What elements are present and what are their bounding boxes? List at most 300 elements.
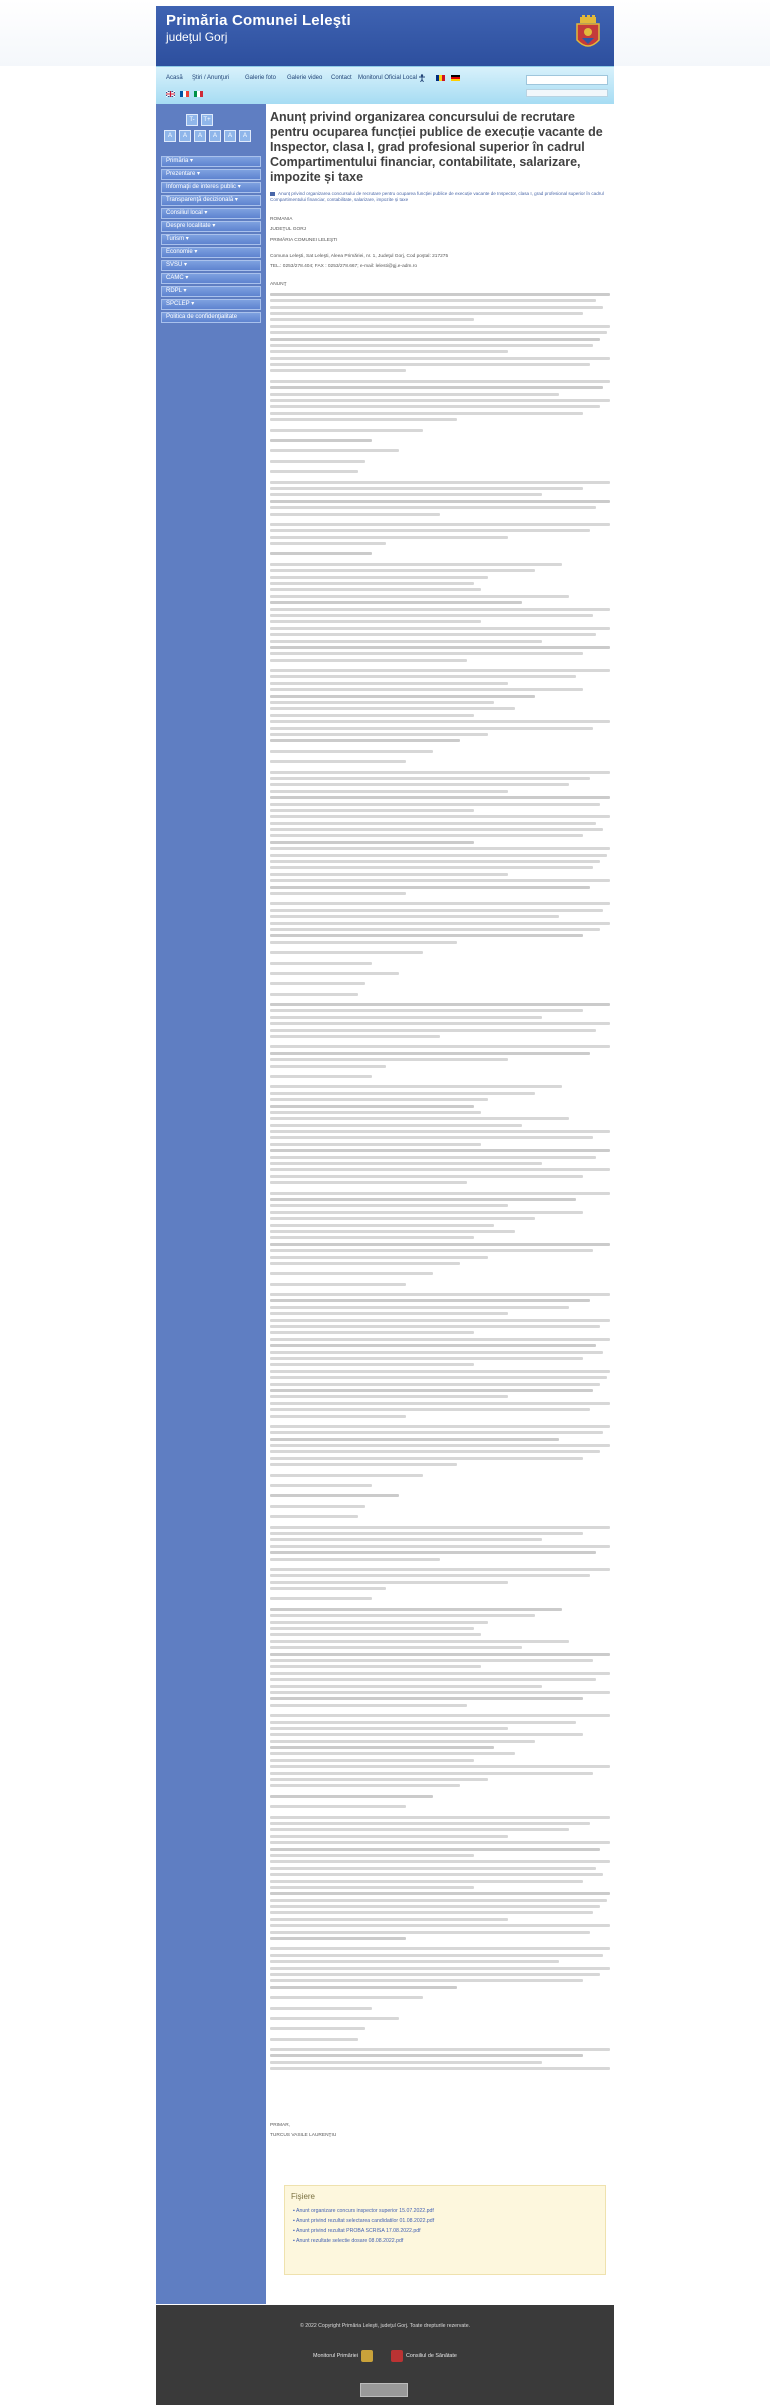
text-line (270, 1659, 593, 1662)
institution-address: Comuna Leleşti, Sat Leleşti, Aleea Primăriei, nr. 1, Judeţul Gorj, Cod poştal: 217275 (270, 253, 449, 259)
sidebar-item-despre[interactable]: Despre localitate ▾ (161, 221, 261, 232)
text-line (270, 803, 600, 806)
text-line (270, 1835, 508, 1838)
text-line (270, 344, 593, 347)
sidebar-item-turism[interactable]: Turism ▾ (161, 234, 261, 245)
nav-official-monitor[interactable]: Monitorul Oficial Local (358, 75, 418, 81)
flag-germany-icon[interactable] (451, 75, 460, 81)
text-line (270, 739, 460, 742)
text-line (270, 847, 610, 850)
contrast-button-2[interactable]: A (179, 130, 191, 142)
text-line (270, 418, 457, 421)
text-line (270, 1211, 583, 1214)
text-line (270, 1425, 610, 1428)
text-line (270, 1363, 474, 1366)
text-line (270, 879, 610, 882)
text-line (270, 1924, 610, 1927)
text-line (270, 293, 610, 296)
text-line (270, 576, 488, 579)
text-line (270, 1457, 583, 1460)
text-line (270, 892, 406, 895)
contrast-button-6[interactable]: A (239, 130, 251, 142)
text-line (270, 1299, 590, 1302)
text-line (270, 1065, 386, 1068)
text-line (270, 1918, 508, 1921)
signature-title: PRIMAR, (270, 2122, 290, 2128)
text-line (270, 1204, 508, 1207)
institution-contact: TEL.: 0253/278.404; FAX : 0253/278.667; e-mail: lelesti@gj.e-adm.ro (270, 264, 417, 270)
text-line (270, 993, 358, 996)
text-line (270, 1198, 576, 1201)
text-line (270, 727, 593, 730)
text-line (270, 828, 603, 831)
text-line (270, 2054, 583, 2057)
text-line (270, 854, 607, 857)
text-line (270, 1319, 610, 1322)
text-line (270, 941, 457, 944)
paragraph-gap (270, 1522, 610, 1526)
attachment-link[interactable] (293, 2238, 403, 2244)
main-nav (156, 66, 614, 104)
text-line (270, 1168, 610, 1171)
text-line (270, 1568, 610, 1571)
text-line (270, 412, 583, 415)
text-line (270, 350, 508, 353)
main-content (270, 104, 610, 2143)
coat-of-arms-icon (574, 14, 602, 54)
announcement-label: ANUNŢ (270, 282, 287, 288)
text-line (270, 982, 365, 985)
text-line (270, 1765, 610, 1768)
text-line (270, 1312, 508, 1315)
text-line (270, 357, 610, 360)
text-line (270, 325, 610, 328)
text-line (270, 318, 474, 321)
text-line (270, 506, 596, 509)
text-line (270, 1633, 481, 1636)
text-line (270, 312, 583, 315)
text-line (270, 783, 569, 786)
text-line (270, 1608, 562, 1611)
text-line (270, 659, 467, 662)
text-line (270, 1587, 386, 1590)
text-line (270, 860, 600, 863)
text-line (270, 1325, 600, 1328)
text-line (270, 701, 494, 704)
text-line (270, 1351, 603, 1354)
text-line (270, 1740, 535, 1743)
attachment-link-text[interactable]: Anunt privind rezultat PROBA SCRISA 17.08.2022.pdf (296, 2228, 421, 2234)
text-line (270, 2007, 372, 2010)
text-line (270, 1283, 406, 1286)
text-line (270, 790, 508, 793)
copyright: © 2022 Copyright Primăria Leleşti, judeţul Gorj. Toate drepturile rezervate. (299, 2323, 471, 2329)
text-line (270, 1784, 460, 1787)
text-line (270, 1931, 590, 1934)
sidebar-item-transparenta[interactable]: Transparenţă decizională ▾ (161, 195, 261, 206)
text-line (270, 1714, 610, 1717)
paragraph-gap (270, 477, 610, 481)
text-line (270, 1408, 590, 1411)
attachment-link[interactable] (293, 2218, 434, 2224)
text-line (270, 1383, 600, 1386)
footer-logo-monitor[interactable] (313, 2350, 373, 2362)
text-line (270, 470, 358, 473)
text-line (270, 1892, 610, 1895)
text-line (270, 915, 559, 918)
nav-contact[interactable]: Contact (331, 75, 352, 81)
text-line (270, 363, 590, 366)
text-line (270, 1272, 433, 1275)
text-line (270, 1143, 481, 1146)
attachments-panel (284, 2185, 606, 2275)
nav-photo-gallery[interactable]: Galerie foto (245, 75, 277, 81)
text-line (270, 601, 522, 604)
text-line (270, 902, 610, 905)
text-line (270, 1256, 488, 1259)
text-line (270, 1438, 559, 1441)
text-line (270, 1085, 562, 1088)
text-line (270, 1581, 508, 1584)
text-line (270, 1075, 372, 1078)
text-line (270, 1911, 593, 1914)
text-line (270, 934, 583, 937)
header-line-county: JUDEŢUL GORJ (270, 227, 307, 233)
text-line (270, 1574, 590, 1577)
text-line (270, 1816, 610, 1819)
text-line (270, 614, 593, 617)
text-line (270, 669, 610, 672)
article-body (270, 293, 610, 2093)
text-line (270, 1558, 440, 1561)
paragraph-gap (270, 958, 610, 962)
sidebar-menu (161, 156, 261, 325)
text-line (270, 720, 610, 723)
text-line (270, 1860, 610, 1863)
sidebar-item-camc[interactable]: CAMC ▾ (161, 273, 261, 284)
text-line (270, 1640, 569, 1643)
text-line (270, 841, 474, 844)
footer-logo-monitor-text: Monitorul Primăriei (313, 2353, 358, 2359)
text-line (270, 1822, 590, 1825)
text-line (270, 1947, 610, 1950)
header-line-institution: PRIMĂRIA COMUNEI LELEŞTI (270, 237, 338, 243)
sidebar (156, 104, 266, 2304)
text-line (270, 1867, 596, 1870)
text-line (270, 1293, 610, 1296)
text-line (270, 1795, 433, 1798)
text-line (270, 1484, 372, 1487)
text-line (270, 1979, 583, 1982)
breadcrumb (270, 191, 610, 203)
text-line (270, 1646, 522, 1649)
search-input[interactable] (526, 75, 608, 85)
text-line (270, 563, 562, 566)
text-line (270, 733, 488, 736)
text-line (270, 460, 365, 463)
text-line (270, 1880, 583, 1883)
health-logo-icon (391, 2350, 403, 2362)
text-line (270, 1058, 508, 1061)
text-line (270, 1029, 596, 1032)
flag-uk-icon[interactable] (166, 91, 175, 97)
document-header (270, 217, 610, 289)
text-line (270, 1805, 406, 1808)
text-line (270, 2027, 365, 2030)
text-line (270, 1105, 474, 1108)
flag-france-icon[interactable] (180, 91, 189, 97)
nav-home[interactable]: Acasă (166, 75, 183, 81)
text-line (270, 688, 583, 691)
text-line (270, 1463, 457, 1466)
text-line (270, 1306, 569, 1309)
breadcrumb-current: Anunț privind organizarea concursului de recrutare pentru ocuparea funcției publice de execuție vacante de Inspector, clasa I, grad profesional superior în cadrul Compartimentului financiar, contabilitate, salarizare, impozite și taxe (270, 191, 604, 202)
text-line (270, 627, 610, 630)
sidebar-item-prezentare[interactable]: Prezentare ▾ (161, 169, 261, 180)
text-line (270, 386, 603, 389)
text-line (270, 951, 423, 954)
text-line (270, 1597, 372, 1600)
text-line (270, 1092, 535, 1095)
text-line (270, 500, 610, 503)
text-line (270, 1704, 467, 1707)
text-line (270, 1474, 423, 1477)
text-line (270, 1052, 590, 1055)
text-line (270, 815, 610, 818)
text-line (270, 1217, 535, 1220)
text-line (270, 1627, 474, 1630)
text-line (270, 1402, 610, 1405)
header-line-country: ROMANIA (270, 217, 293, 222)
text-line (270, 714, 474, 717)
text-line (270, 1249, 593, 1252)
text-line (270, 1262, 460, 1265)
text-line (270, 1665, 481, 1668)
text-line (270, 2048, 610, 2051)
text-line (270, 1848, 600, 1851)
text-line (270, 338, 600, 341)
text-line (270, 1653, 610, 1656)
text-line (270, 582, 474, 585)
home-icon[interactable] (270, 192, 275, 196)
text-line (270, 306, 603, 309)
text-line (270, 1230, 515, 1233)
footer-logo-health-text: Consiliul de Sănătate (405, 2353, 457, 2359)
text-line (270, 1415, 406, 1418)
text-line (270, 2017, 399, 2020)
text-line (270, 513, 440, 516)
text-line (270, 1162, 542, 1165)
text-line (270, 1344, 596, 1347)
text-line (270, 962, 372, 965)
text-line (270, 1505, 365, 1508)
text-line (270, 1621, 488, 1624)
text-line (270, 873, 508, 876)
sidebar-item-svsu[interactable]: SVSU ▾ (161, 260, 261, 271)
pdf-icon: ▪ (293, 2218, 296, 2224)
text-line (270, 1752, 515, 1755)
sidebar-item-spclep[interactable]: SPCLEP ▾ (161, 299, 261, 310)
text-line (270, 620, 481, 623)
contrast-button-5[interactable]: A (224, 130, 236, 142)
text-line (270, 529, 590, 532)
page-title: Anunț privind organizarea concursului de recrutare pentru ocuparea funcției publice de execuție vacante de Inspector, clasa I, grad profesional superior în cadrul Compartimentului financiar, contabilitate, salarizare, impozite și taxe (270, 110, 603, 184)
accessibility-icon[interactable] (418, 74, 426, 82)
text-line (270, 449, 399, 452)
site-title[interactable]: Primăria Comunei Leleşti (166, 12, 351, 29)
visitor-counter (360, 2383, 408, 2397)
text-line (270, 1905, 600, 1908)
text-line (270, 695, 535, 698)
text-line (270, 928, 600, 931)
paragraph-gap (270, 2003, 610, 2007)
text-line (270, 1721, 576, 1724)
text-line (270, 1727, 508, 1730)
sidebar-item-economie[interactable]: Economie ▾ (161, 247, 261, 258)
attachment-link[interactable] (293, 2228, 421, 2234)
text-line (270, 1672, 610, 1675)
sidebar-item-consiliul[interactable]: Consiliul local ▾ (161, 208, 261, 219)
text-line (270, 886, 590, 889)
sidebar-item-primaria[interactable]: Primăria ▾ (161, 156, 261, 167)
text-line (270, 707, 515, 710)
text-line (270, 1450, 600, 1453)
text-line (270, 536, 508, 539)
attachment-link[interactable] (293, 2208, 434, 2214)
text-line (270, 1016, 542, 1019)
attachment-link-text[interactable]: Anunt privind rezultat selectarea candidatilor 01.08.2022.pdf (296, 2218, 435, 2224)
text-line (270, 1873, 603, 1876)
text-line (270, 608, 610, 611)
text-line (270, 429, 423, 432)
nav-news[interactable]: Ştiri / Anunţuri (192, 75, 230, 81)
paragraph-gap (270, 425, 610, 429)
sidebar-item-rdpl[interactable]: RDPL ▾ (161, 286, 261, 297)
text-line (270, 1841, 610, 1844)
text-line (270, 922, 610, 925)
text-line (270, 1960, 559, 1963)
sidebar-item-informatii[interactable]: Informaţii de interes public ▾ (161, 182, 261, 193)
nav-video-gallery[interactable]: Galerie video (287, 75, 323, 81)
text-line (270, 2038, 358, 2041)
text-line (270, 796, 610, 799)
text-line (270, 1986, 457, 1989)
header-band (156, 6, 614, 66)
header (0, 0, 770, 66)
pdf-icon: ▪ (293, 2238, 296, 2244)
text-line (270, 1124, 522, 1127)
site-subtitle: judeţul Gorj (166, 30, 228, 44)
pdf-icon: ▪ (293, 2228, 296, 2234)
text-line (270, 866, 593, 869)
paragraph-gap (270, 767, 610, 771)
attachment-link-text[interactable]: Anunt rezultate selectie dosare 08.08.2022.pdf (296, 2238, 404, 2244)
font-size-controls (186, 114, 213, 126)
decrease-font-button[interactable]: T- (186, 114, 198, 126)
attachments-title: Fişiere (291, 2192, 316, 2201)
text-line (270, 1551, 596, 1554)
increase-font-button[interactable]: T+ (201, 114, 213, 126)
text-line (270, 1886, 474, 1889)
text-line (270, 1444, 610, 1447)
text-line (270, 1224, 494, 1227)
text-line (270, 1357, 583, 1360)
text-line (270, 1532, 583, 1535)
text-line (270, 1697, 583, 1700)
contrast-button-1[interactable]: A (164, 130, 176, 142)
text-line (270, 972, 399, 975)
search-button[interactable] (526, 89, 608, 97)
text-line (270, 331, 607, 334)
text-line (270, 493, 542, 496)
text-line (270, 1331, 474, 1334)
text-line (270, 1828, 569, 1831)
text-line (270, 1538, 542, 1541)
text-line (270, 1117, 569, 1120)
text-line (270, 1678, 596, 1681)
text-line (270, 481, 610, 484)
text-line (270, 2067, 610, 2070)
text-line (270, 1370, 610, 1373)
text-line (270, 569, 535, 572)
contrast-controls (164, 130, 251, 142)
paragraph-gap (270, 1812, 610, 1816)
text-line (270, 1733, 583, 1736)
flag-italy-icon[interactable] (194, 91, 203, 97)
text-line (270, 1338, 610, 1341)
contrast-button-3[interactable]: A (194, 130, 206, 142)
text-line (270, 1156, 596, 1159)
text-line (270, 1192, 610, 1195)
text-line (270, 1996, 423, 1999)
text-line (270, 750, 433, 753)
text-line (270, 1236, 474, 1239)
text-line (270, 369, 406, 372)
contrast-button-4[interactable]: A (209, 130, 221, 142)
text-line (270, 822, 596, 825)
text-line (270, 405, 600, 408)
text-line (270, 760, 406, 763)
text-line (270, 1389, 593, 1392)
monitor-logo-icon (361, 2350, 373, 2362)
text-line (270, 1526, 610, 1529)
text-line (270, 542, 386, 545)
text-line (270, 523, 610, 526)
sidebar-item-privacy[interactable]: Politica de confidenţialitate (161, 312, 261, 323)
text-line (270, 595, 569, 598)
text-line (270, 552, 372, 555)
text-line (270, 682, 508, 685)
footer-logos (156, 2350, 614, 2362)
text-line (270, 1759, 474, 1762)
text-line (270, 646, 610, 649)
footer (156, 2305, 614, 2405)
text-line (270, 1973, 600, 1976)
text-line (270, 1899, 607, 1902)
flag-romania-icon[interactable] (436, 75, 445, 81)
text-line (270, 640, 542, 643)
text-line (270, 1691, 610, 1694)
text-line (270, 1937, 406, 1940)
footer-logo-health[interactable] (391, 2350, 457, 2362)
attachment-link-text[interactable]: Anunt organizare concurs inspector superior 15.07.2022.pdf (296, 2208, 434, 2214)
text-line (270, 393, 559, 396)
text-line (270, 771, 610, 774)
text-line (270, 1243, 610, 1246)
text-line (270, 1854, 474, 1857)
text-line (270, 1111, 481, 1114)
text-line (270, 1376, 607, 1379)
